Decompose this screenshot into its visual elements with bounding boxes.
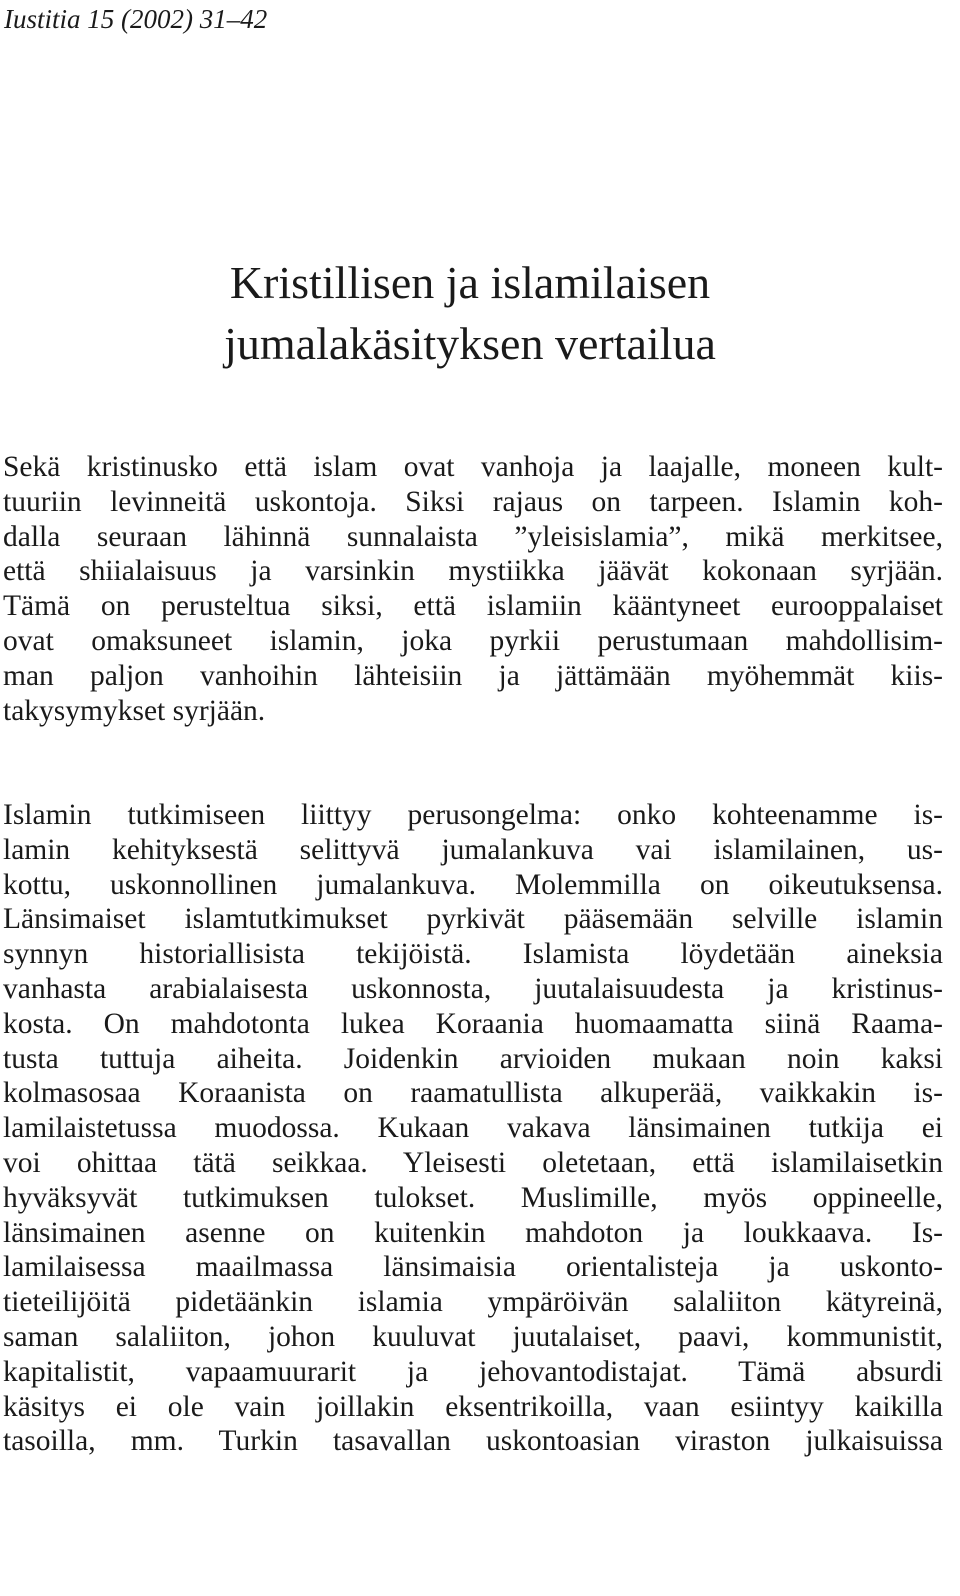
text-line: kottu, uskonnollinen jumalankuva. Molemmilla on oikeutuksensa. [3, 868, 943, 901]
text-line: tuuriin levinneitä uskontoja. Siksi rajaus on tarpeen. Islamin koh- [3, 485, 943, 518]
text-line: vanhasta arabialaisesta uskonnosta, juutalaisuudesta ja kristinus- [3, 972, 943, 1005]
text-line: Islamin tutkimiseen liittyy perusongelma: onko kohteenamme is- [3, 799, 943, 831]
text-line: synnyn historiallisista tekijöistä. Islamista löydetään aineksia [3, 938, 943, 971]
text-line: lamilaisessa maailmassa länsimaisia orientalisteja ja uskonto- [3, 1251, 943, 1284]
article-title-line-1: Kristillisen ja islamilaisen [229, 257, 711, 308]
text-line: dalla seuraan lähinnä sunnalaista ”yleisislamia”, mikä merkitsee, [3, 520, 943, 553]
text-line: hyväksyvät tutkimuksen tulokset. Muslimille, myös oppineelle, [3, 1181, 943, 1214]
paragraph-2 [3, 798, 943, 1459]
text-line: länsimainen asenne on kuitenkin mahdoton ja loukkaava. Is- [3, 1216, 943, 1249]
text-line: takysymykset syrjään. [3, 694, 266, 727]
text-line: tasoilla, mm. Turkin tasavallan uskontoasian viraston julkaisuissa [3, 1425, 943, 1458]
text-line: man paljon vanhoihin lähteisiin ja jättämään myöhemmät kiis- [3, 659, 943, 692]
text-line: käsitys ei ole vain joillakin eksentrikoilla, vaan esiintyy kaikilla [3, 1390, 943, 1423]
text-line: että shiialaisuus ja varsinkin mystiikka jäävät kokonaan syrjään. [3, 555, 943, 588]
article-title-line-2: jumalakäsityksen vertailua [224, 318, 716, 369]
text-line: Tämä on perusteltua siksi, että islamiin kääntyneet eurooppalaiset [3, 590, 943, 623]
text-line: kapitalistit, vapaamuurarit ja jehovantodistajat. Tämä absurdi [3, 1355, 943, 1388]
text-line: lamin kehityksestä selittyvä jumalankuva vai islamilainen, us- [3, 833, 943, 866]
text-line: voi ohittaa tätä seikkaa. Yleisesti oletetaan, että islamilaisetkin [3, 1146, 943, 1179]
journal-citation: Iustitia 15 (2002) 31–42 [4, 4, 268, 34]
text-line: Länsimaiset islamtutkimukset pyrkivät pääsemään selville islamin [3, 903, 943, 936]
text-line: tieteilijöitä pidetäänkin islamia ympäröivän salaliiton kätyreinä, [3, 1286, 943, 1319]
paragraph-1 [3, 450, 943, 728]
text-line: kosta. On mahdotonta lukea Koraania huomaamatta siinä Raama- [3, 1007, 943, 1040]
text-line: lamilaistetussa muodossa. Kukaan vakava länsimainen tutkija ei [3, 1112, 943, 1145]
article-title [0, 252, 940, 374]
text-line: kolmasosaa Koraanista on raamatullista alkuperää, vaikkakin is- [3, 1077, 943, 1110]
text-line: saman salaliiton, johon kuuluvat juutalaiset, paavi, kommunistit, [3, 1320, 943, 1353]
text-line: Sekä kristinusko että islam ovat vanhoja ja laajalle, moneen kult- [3, 451, 943, 483]
text-line: ovat omaksuneet islamin, joka pyrkii perustumaan mahdollisim- [3, 624, 943, 657]
text-line: tusta tuttuja aiheita. Joidenkin arvioiden mukaan noin kaksi [3, 1042, 943, 1075]
